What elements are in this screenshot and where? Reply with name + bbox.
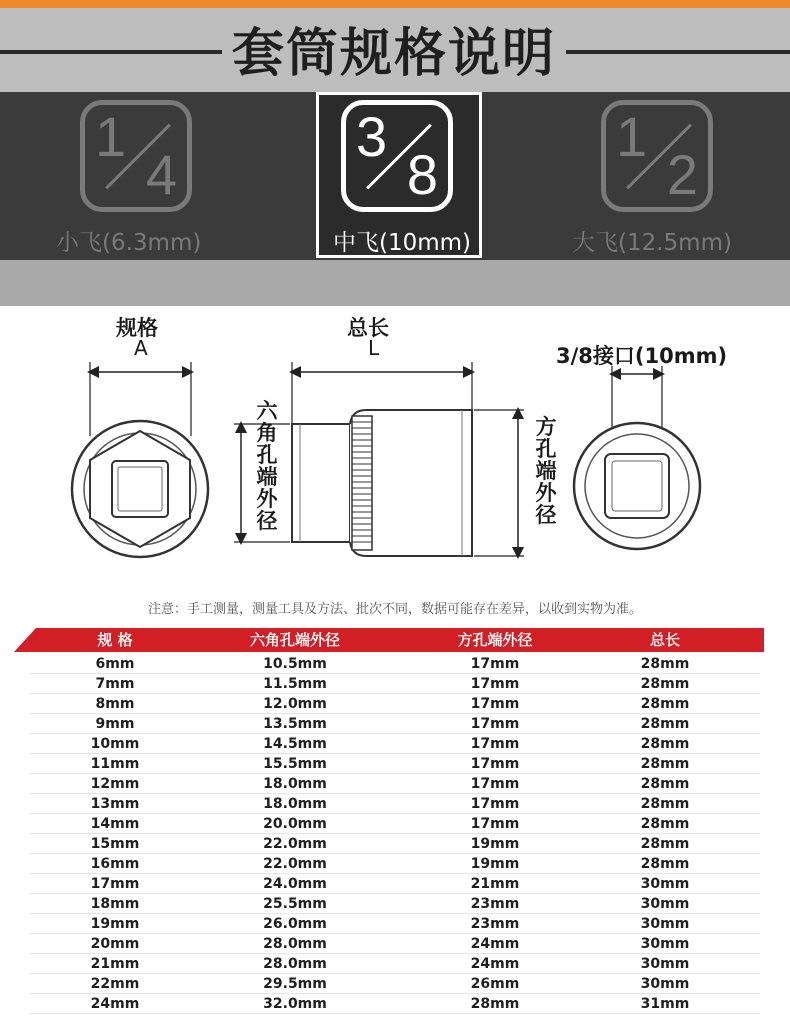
table-cell: 14mm xyxy=(90,816,140,832)
table-cell: 30mm xyxy=(640,876,690,892)
size-three-eighths-numerator: 3 xyxy=(356,105,388,168)
table-cell: 13mm xyxy=(90,796,140,812)
table-cell: 12.0mm xyxy=(263,696,327,712)
table-cell: 28mm xyxy=(640,716,690,732)
table-row xyxy=(30,794,760,814)
table-cell: 28mm xyxy=(640,836,690,852)
table-row xyxy=(30,914,760,934)
table-cell: 17mm xyxy=(470,796,520,812)
table-cell: 17mm xyxy=(470,776,520,792)
table-cell: 15mm xyxy=(90,836,140,852)
table-cell: 28mm xyxy=(640,756,690,772)
table-cell: 17mm xyxy=(470,696,520,712)
table-cell: 24.0mm xyxy=(263,876,327,892)
top-accent-strip xyxy=(0,0,790,8)
table-cell: 17mm xyxy=(470,756,520,772)
table-cell: 30mm xyxy=(640,896,690,912)
table-cell: 19mm xyxy=(90,916,140,932)
table-cell: 23mm xyxy=(470,916,520,932)
table-cell: 21mm xyxy=(90,956,140,972)
size-three-eighths-badge xyxy=(341,100,453,212)
table-cell: 12mm xyxy=(90,776,140,792)
table-cell: 18.0mm xyxy=(263,776,327,792)
table-cell: 17mm xyxy=(470,736,520,752)
table-row xyxy=(30,894,760,914)
table-cell: 17mm xyxy=(470,676,520,692)
table-row xyxy=(30,694,760,714)
title-divider-left xyxy=(0,50,222,54)
table-cell: 16mm xyxy=(90,856,140,872)
table-cell: 24mm xyxy=(90,996,140,1012)
size-half-label: 大飞(12.5mm) xyxy=(572,230,732,256)
table-row xyxy=(30,714,760,734)
table-cell: 28mm xyxy=(470,996,520,1012)
table-row xyxy=(30,874,760,894)
size-quarter-numerator: 1 xyxy=(95,105,127,168)
table-cell: 28mm xyxy=(640,676,690,692)
table-cell: 22mm xyxy=(90,976,140,992)
table-cell: 9mm xyxy=(95,716,135,732)
title-divider-right xyxy=(566,50,790,54)
table-cell: 22.0mm xyxy=(263,856,327,872)
table-cell: 18mm xyxy=(90,896,140,912)
table-cell: 14.5mm xyxy=(263,736,327,752)
table-cell: 7mm xyxy=(95,676,135,692)
table-row xyxy=(30,854,760,874)
table-cell: 28mm xyxy=(640,796,690,812)
table-cell: 24mm xyxy=(470,956,520,972)
table-cell: 15.5mm xyxy=(263,756,327,772)
table-row xyxy=(30,934,760,954)
size-quarter-label: 小飞(6.3mm) xyxy=(56,230,202,256)
size-three-eighths-label: 中飞(10mm) xyxy=(333,230,472,256)
table-row xyxy=(30,814,760,834)
table-row xyxy=(30,654,760,674)
table-cell: 17mm xyxy=(470,716,520,732)
table-row xyxy=(30,834,760,854)
col-header-length: 总长 xyxy=(649,631,680,649)
table-cell: 10mm xyxy=(90,736,140,752)
col-header-square-diameter: 方孔端外径 xyxy=(457,631,533,649)
square-end-diameter-label: 方 孔 端 外 径 xyxy=(535,415,557,527)
table-cell: 20.0mm xyxy=(263,816,327,832)
table-cell: 22.0mm xyxy=(263,836,327,852)
length-label: 总长 xyxy=(347,316,389,340)
table-cell: 30mm xyxy=(640,936,690,952)
table-cell: 28mm xyxy=(640,656,690,672)
table-cell: 30mm xyxy=(640,976,690,992)
spec-label: 规格 xyxy=(116,316,158,340)
table-cell: 18.0mm xyxy=(263,796,327,812)
drive-size-band-bottom xyxy=(0,260,790,306)
table-cell: 26mm xyxy=(470,976,520,992)
table-cell: 10.5mm xyxy=(263,656,327,672)
size-three-eighths-denominator: 8 xyxy=(406,143,438,206)
table-row xyxy=(30,774,760,794)
hex-end-diameter-label: 六 角 孔 端 外 径 xyxy=(256,399,278,533)
square-drive-end-view xyxy=(574,366,700,549)
table-cell: 32.0mm xyxy=(263,996,327,1012)
col-header-hex-diameter: 六角孔端外径 xyxy=(249,631,340,649)
table-cell: 28mm xyxy=(640,776,690,792)
table-cell: 21mm xyxy=(470,876,520,892)
table-cell: 8mm xyxy=(95,696,135,712)
table-cell: 28mm xyxy=(640,816,690,832)
table-cell: 20mm xyxy=(90,936,140,952)
spec-letter: A xyxy=(134,336,148,360)
table-cell: 23mm xyxy=(470,896,520,912)
table-row xyxy=(30,974,760,994)
table-cell: 28.0mm xyxy=(263,956,327,972)
table-cell: 28mm xyxy=(640,696,690,712)
table-cell: 31mm xyxy=(640,996,690,1012)
title-band xyxy=(0,8,790,92)
table-cell: 11.5mm xyxy=(263,676,327,692)
col-header-spec: 规 格 xyxy=(97,631,133,649)
size-half-numerator: 1 xyxy=(616,105,648,168)
table-cell: 24mm xyxy=(470,936,520,952)
table-row xyxy=(30,674,760,694)
hex-end-view xyxy=(72,362,208,557)
table-cell: 6mm xyxy=(95,656,135,672)
table-cell: 28mm xyxy=(640,856,690,872)
table-cell: 17mm xyxy=(470,656,520,672)
table-cell: 29.5mm xyxy=(263,976,327,992)
table-row xyxy=(30,734,760,754)
table-row xyxy=(30,994,760,1014)
table-cell: 13.5mm xyxy=(263,716,327,732)
length-letter: L xyxy=(368,336,380,360)
table-cell: 19mm xyxy=(470,856,520,872)
table-cell: 19mm xyxy=(470,836,520,852)
table-row xyxy=(30,954,760,974)
table-cell: 25.5mm xyxy=(263,896,327,912)
measurement-note: 注意：手工测量，测量工具及方法、批次不同，数据可能存在差异，以收到实物为准。 xyxy=(147,602,642,617)
size-quarter-inch-badge xyxy=(80,100,192,212)
table-cell: 11mm xyxy=(90,756,140,772)
table-cell: 17mm xyxy=(90,876,140,892)
size-quarter-denominator: 4 xyxy=(145,143,177,206)
table-cell: 28.0mm xyxy=(263,936,327,952)
size-half-inch-badge xyxy=(601,100,713,212)
drive-interface-label: 3/8接口(10mm) xyxy=(556,344,728,368)
table-cell: 30mm xyxy=(640,916,690,932)
page-title: 套筒规格说明 xyxy=(231,24,556,84)
table-row xyxy=(30,754,760,774)
table-cell: 17mm xyxy=(470,816,520,832)
table-cell: 30mm xyxy=(640,956,690,972)
table-cell: 28mm xyxy=(640,736,690,752)
table-cell: 26.0mm xyxy=(263,916,327,932)
size-half-denominator: 2 xyxy=(666,143,698,206)
